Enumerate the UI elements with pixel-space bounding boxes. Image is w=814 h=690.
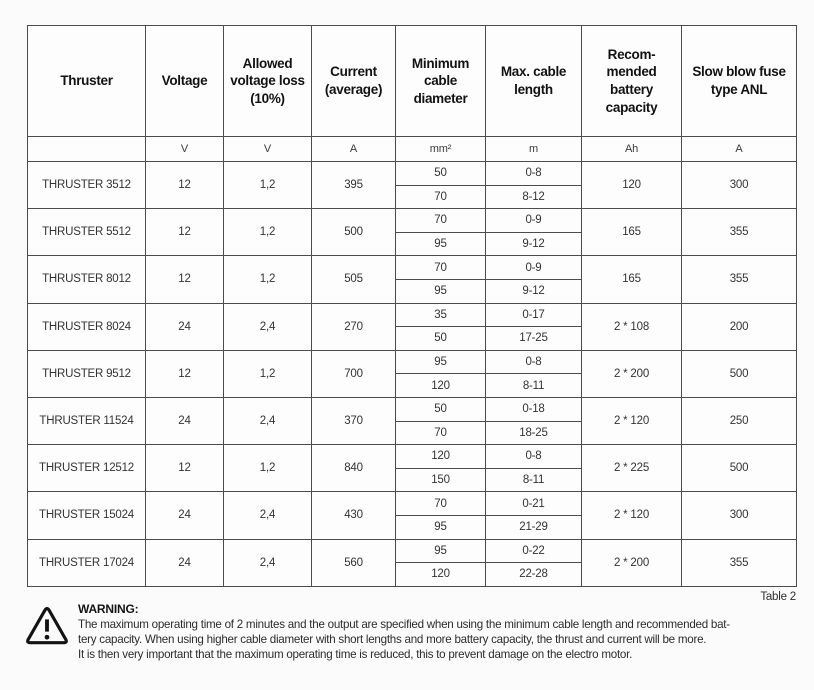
warning-line-3: It is then very important that the maximum operating time is reduced, this to prevent damage on the electro motor.: [78, 648, 633, 661]
units-row: [28, 137, 797, 162]
thruster-name-cell: THRUSTER 9512: [28, 350, 146, 397]
voltage-cell: 12: [146, 445, 224, 492]
warning-section: [26, 602, 798, 662]
cable-diameter-cell: 50: [396, 327, 486, 351]
thruster-row: [28, 256, 797, 280]
cable-diameter-cell: 95: [396, 350, 486, 374]
voltage-cell: 24: [146, 303, 224, 350]
thruster-row: [28, 397, 797, 421]
unit-voltage-loss: V: [224, 137, 312, 162]
voltage-loss-cell: 1,2: [224, 162, 312, 209]
current-cell: 270: [312, 303, 396, 350]
battery-capacity-cell: 120: [582, 162, 682, 209]
thruster-row: [28, 492, 797, 516]
cable-diameter-cell: 70: [396, 421, 486, 445]
current-cell: 840: [312, 445, 396, 492]
voltage-loss-cell: 2,4: [224, 492, 312, 539]
cable-diameter-cell: 150: [396, 468, 486, 492]
battery-capacity-cell: 2 * 200: [582, 539, 682, 586]
cable-diameter-cell: 70: [396, 492, 486, 516]
unit-cable-diameter: mm²: [396, 137, 486, 162]
cable-length-cell: 22-28: [486, 563, 582, 587]
cable-diameter-cell: 120: [396, 374, 486, 398]
voltage-loss-cell: 1,2: [224, 350, 312, 397]
fuse-cell: 355: [682, 539, 797, 586]
cable-length-cell: 21-29: [486, 515, 582, 539]
voltage-cell: 12: [146, 256, 224, 303]
battery-capacity-cell: 165: [582, 209, 682, 256]
voltage-cell: 12: [146, 209, 224, 256]
cable-length-cell: 18-25: [486, 421, 582, 445]
col-header-thruster: Thruster: [28, 26, 146, 137]
unit-fuse: A: [682, 137, 797, 162]
fuse-cell: 355: [682, 209, 797, 256]
table-body: [28, 162, 797, 587]
current-cell: 700: [312, 350, 396, 397]
cable-diameter-cell: 95: [396, 539, 486, 563]
unit-voltage: V: [146, 137, 224, 162]
thruster-name-cell: THRUSTER 5512: [28, 209, 146, 256]
voltage-loss-cell: 1,2: [224, 256, 312, 303]
cable-length-cell: 0-17: [486, 303, 582, 327]
fuse-cell: 500: [682, 350, 797, 397]
unit-current: A: [312, 137, 396, 162]
cable-diameter-cell: 95: [396, 279, 486, 303]
cable-diameter-cell: 120: [396, 563, 486, 587]
thruster-row: [28, 162, 797, 186]
thruster-row: [28, 209, 797, 233]
thruster-name-cell: THRUSTER 8012: [28, 256, 146, 303]
voltage-cell: 12: [146, 162, 224, 209]
cable-length-cell: 0-22: [486, 539, 582, 563]
cable-length-cell: 17-25: [486, 327, 582, 351]
battery-capacity-cell: 2 * 225: [582, 445, 682, 492]
battery-capacity-cell: 2 * 120: [582, 492, 682, 539]
cable-length-cell: 8-11: [486, 374, 582, 398]
cable-length-cell: 8-11: [486, 468, 582, 492]
cable-length-cell: 0-21: [486, 492, 582, 516]
voltage-cell: 24: [146, 492, 224, 539]
cable-length-cell: 9-12: [486, 232, 582, 256]
col-header-voltage-loss: Allowed voltage loss (10%): [224, 26, 312, 137]
col-header-voltage: Voltage: [146, 26, 224, 137]
col-header-current: Current (average): [312, 26, 396, 137]
current-cell: 395: [312, 162, 396, 209]
cable-length-cell: 8-12: [486, 185, 582, 209]
voltage-cell: 24: [146, 539, 224, 586]
cable-length-cell: 9-12: [486, 279, 582, 303]
warning-line-2: tery capacity. When using higher cable diameter with short lengths and more battery capacity, the thrust and current will be more.: [78, 633, 707, 646]
thruster-row: [28, 539, 797, 563]
fuse-cell: 200: [682, 303, 797, 350]
warning-triangle-icon: [26, 602, 70, 650]
thruster-name-cell: THRUSTER 12512: [28, 445, 146, 492]
cable-diameter-cell: 70: [396, 209, 486, 233]
battery-capacity-cell: 2 * 200: [582, 350, 682, 397]
voltage-loss-cell: 2,4: [224, 397, 312, 444]
unit-battery-capacity: Ah: [582, 137, 682, 162]
cable-length-cell: 0-8: [486, 162, 582, 186]
col-header-cable-diameter: Minimum cable diameter: [396, 26, 486, 137]
table-caption: Table 2: [760, 591, 796, 603]
thruster-row: [28, 350, 797, 374]
header-row: [28, 26, 797, 137]
fuse-cell: 250: [682, 397, 797, 444]
cable-length-cell: 0-18: [486, 397, 582, 421]
current-cell: 560: [312, 539, 396, 586]
cable-diameter-cell: 95: [396, 232, 486, 256]
warning-title: WARNING:: [78, 602, 139, 616]
warning-line-1: The maximum operating time of 2 minutes and the output are specified when using the minimum cable length and recommended bat-: [78, 618, 730, 631]
thruster-row: [28, 303, 797, 327]
thruster-name-cell: THRUSTER 11524: [28, 397, 146, 444]
cable-diameter-cell: 35: [396, 303, 486, 327]
col-header-battery-capacity: Recom- mended battery capacity: [582, 26, 682, 137]
current-cell: 500: [312, 209, 396, 256]
voltage-cell: 12: [146, 350, 224, 397]
voltage-loss-cell: 1,2: [224, 209, 312, 256]
thruster-row: [28, 445, 797, 469]
thruster-name-cell: THRUSTER 17024: [28, 539, 146, 586]
current-cell: 505: [312, 256, 396, 303]
battery-capacity-cell: 165: [582, 256, 682, 303]
cable-length-cell: 0-9: [486, 256, 582, 280]
current-cell: 370: [312, 397, 396, 444]
voltage-loss-cell: 2,4: [224, 539, 312, 586]
cable-length-cell: 0-8: [486, 350, 582, 374]
battery-capacity-cell: 2 * 108: [582, 303, 682, 350]
cable-length-cell: 0-9: [486, 209, 582, 233]
thruster-name-cell: THRUSTER 15024: [28, 492, 146, 539]
fuse-cell: 300: [682, 492, 797, 539]
cable-diameter-cell: 95: [396, 515, 486, 539]
battery-capacity-cell: 2 * 120: [582, 397, 682, 444]
cable-diameter-cell: 120: [396, 445, 486, 469]
fuse-cell: 300: [682, 162, 797, 209]
voltage-loss-cell: 1,2: [224, 445, 312, 492]
cable-diameter-cell: 50: [396, 162, 486, 186]
thruster-name-cell: THRUSTER 3512: [28, 162, 146, 209]
voltage-loss-cell: 2,4: [224, 303, 312, 350]
warning-text-block: [78, 602, 798, 662]
thruster-name-cell: THRUSTER 8024: [28, 303, 146, 350]
cable-diameter-cell: 50: [396, 397, 486, 421]
thruster-spec-table: [27, 25, 797, 587]
col-header-cable-length: Max. cable length: [486, 26, 582, 137]
fuse-cell: 500: [682, 445, 797, 492]
voltage-cell: 24: [146, 397, 224, 444]
unit-cable-length: m: [486, 137, 582, 162]
fuse-cell: 355: [682, 256, 797, 303]
unit-thruster: [28, 137, 146, 162]
col-header-fuse: Slow blow fuse type ANL: [682, 26, 797, 137]
cable-diameter-cell: 70: [396, 185, 486, 209]
cable-diameter-cell: 70: [396, 256, 486, 280]
current-cell: 430: [312, 492, 396, 539]
cable-length-cell: 0-8: [486, 445, 582, 469]
